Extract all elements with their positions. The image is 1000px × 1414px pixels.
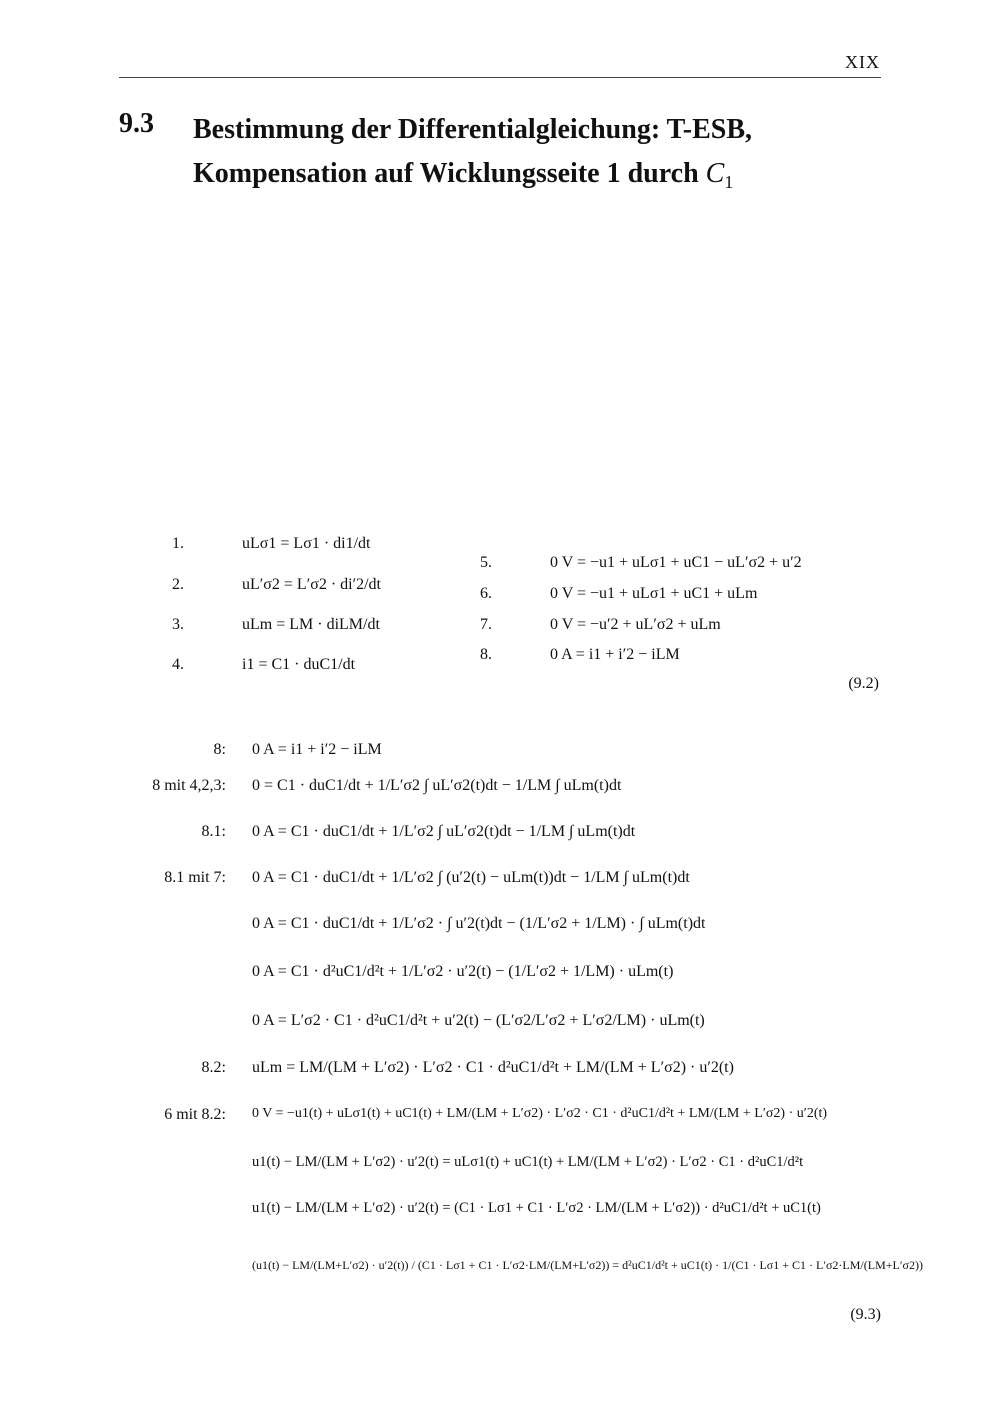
derivation-label: 8.2: bbox=[201, 1059, 226, 1076]
section-title-line1: Bestimmung der Differentialgleichung: T-ESB, bbox=[193, 114, 753, 145]
derivation-equation: 0 = C1 · duC1/dt + 1/L′σ2 ∫ uL′σ2(t)dt − 1/LM ∫ uLm(t)dt bbox=[252, 777, 622, 794]
derivation-equation: 0 A = L′σ2 · C1 · d²uC1/d²t + u′2(t) − (L′σ2/L′σ2 + L′σ2/LM) · uLm(t) bbox=[252, 1012, 705, 1029]
header-rule bbox=[119, 77, 881, 78]
section-title-symbol: $C_1$ bbox=[705, 158, 734, 192]
derivation-equation: 0 A = C1 · duC1/dt + 1/L′σ2 ∫ (u′2(t) − uLm(t))dt − 1/LM ∫ uLm(t)dt bbox=[252, 869, 690, 886]
derivation-equation: u1(t) − LM/(LM + L′σ2) · u′2(t) = uLσ1(t) + uC1(t) + LM/(LM + L′σ2) · L′σ2 · C1 · d²uC1/d²t bbox=[252, 1154, 804, 1170]
page-number: XIX bbox=[845, 52, 880, 72]
derivation-label: 8.1 mit 7: bbox=[164, 869, 226, 886]
derivation-label: 8 mit 4,2,3: bbox=[152, 777, 226, 794]
derivation-equation: 0 A = i1 + i′2 − iLM bbox=[252, 741, 382, 758]
derivation-equation: 0 A = C1 · duC1/dt + 1/L′σ2 · ∫ u′2(t)dt − (1/L′σ2 + 1/LM) · ∫ uLm(t)dt bbox=[252, 915, 706, 932]
derivation-label: 8: bbox=[213, 741, 226, 758]
derivation-label: 6 mit 8.2: bbox=[164, 1106, 226, 1123]
equation-number-9-3: (9.3) bbox=[850, 1306, 881, 1323]
derivation-equation: 0 V = −u1(t) + uLσ1(t) + uC1(t) + LM/(LM + L′σ2) · L′σ2 · C1 · d²uC1/d²t + LM/(LM + L′σ2) · u′2(t) bbox=[252, 1106, 828, 1121]
section-number: 9.3 bbox=[119, 108, 154, 139]
derivation-equation: uLm = LM/(LM + L′σ2) · L′σ2 · C1 · d²uC1/d²t + LM/(LM + L′σ2) · u′2(t) bbox=[252, 1059, 734, 1076]
derivation-label: 8.1: bbox=[201, 823, 226, 840]
derivation-equation: 0 A = C1 · d²uC1/d²t + 1/L′σ2 · u′2(t) − (1/L′σ2 + 1/LM) · uLm(t) bbox=[252, 963, 674, 980]
equation-number-9-2: (9.2) bbox=[848, 675, 879, 692]
section-title-line2: Kompensation auf Wicklungsseite 1 durch bbox=[193, 158, 699, 189]
derivation-equation: (u1(t) − LM/(LM+L′σ2) · u′2(t)) / (C1 · Lσ1 + C1 · L′σ2·LM/(LM+L′σ2)) = d²uC1/d²t + uC1(t) · 1/(C1 · Lσ1 + C1 · L′σ2·LM/(LM+L′σ2)) bbox=[252, 1258, 923, 1272]
derivation-equation: u1(t) − LM/(LM + L′σ2) · u′2(t) = (C1 · Lσ1 + C1 · L′σ2 · LM/(LM + L′σ2)) · d²uC1/d²t + uC1(t) bbox=[252, 1200, 821, 1216]
section-title bbox=[193, 108, 893, 204]
derivation-equation: 0 A = C1 · duC1/dt + 1/L′σ2 ∫ uL′σ2(t)dt − 1/LM ∫ uLm(t)dt bbox=[252, 823, 636, 840]
